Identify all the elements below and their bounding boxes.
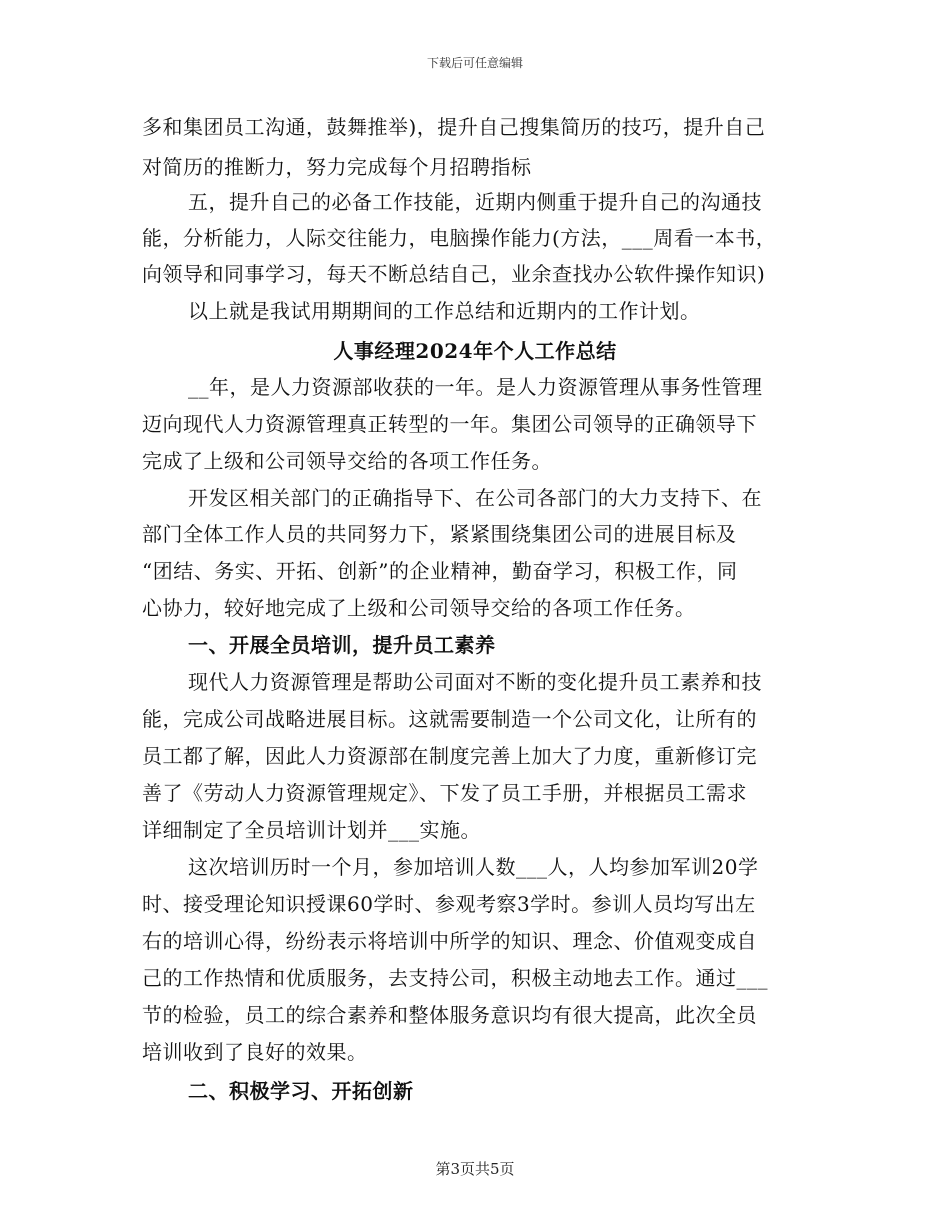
body-line: 向领导和同事学习，每天不断总结自己，业余查找办公软件操作知识) (142, 262, 766, 286)
body-line: 对简历的推断力，努力完成每个月招聘指标 (142, 155, 532, 179)
body-line: 五，提升自己的必备工作技能，近期内侧重于提升自己的沟通技 (188, 190, 762, 214)
body-line: 开发区相关部门的正确指导下、在公司各部门的大力支持下、在 (188, 486, 762, 510)
subsection-heading: 二、积极学习、开拓创新 (188, 1079, 414, 1103)
body-line: 详细制定了全员培训计划并___实施。 (142, 818, 481, 842)
body-line: 善了《劳动人力资源管理规定》、下发了员工手册，并根据员工需求 (142, 781, 747, 805)
body-line: 能，分析能力，人际交往能力，电脑操作能力(方法，___周看一本书， (142, 226, 777, 250)
body-line: 迈向现代人力资源管理真正转型的一年。集团公司领导的正确领导下 (142, 412, 757, 436)
body-line: 部门全体工作人员的共同努力下，紧紧围绕集团公司的进展目标及 (142, 522, 737, 546)
body-line: 员工都了解，因此人力资源部在制度完善上加大了力度，重新修订完 (142, 744, 757, 768)
header-note: 下载后可任意编辑 (426, 56, 523, 70)
page-number: 第3页共5页 (435, 1160, 515, 1178)
body-line: 培训收到了良好的效果。 (142, 1040, 368, 1064)
body-line: __年，是人力资源部收获的一年。是人力资源管理从事务性管理 (188, 375, 763, 399)
body-line: 现代人力资源管理是帮助公司面对不断的变化提升员工素养和技 (188, 670, 762, 694)
body-line: 时、接受理论知识授课60学时、参观考察3学时。参训人员均写出左 (142, 892, 756, 916)
body-line: 己的工作热情和优质服务，去支持公司，积极主动地去工作。通过___ (142, 966, 768, 990)
body-line: 右的培训心得，纷纷表示将培训中所学的知识、理念、价值观变成自 (142, 929, 757, 953)
body-line: “团结、务实、开拓、创新”的企业精神，勤奋学习，积极工作，同 (142, 559, 738, 583)
body-line: 节的检验，员工的综合素养和整体服务意识均有很大提高，此次全员 (142, 1003, 757, 1027)
body-line: 以上就是我试用期期间的工作总结和近期内的工作计划。 (188, 299, 701, 323)
body-line: 多和集团员工沟通，鼓舞推举)，提升自己搜集简历的技巧，提升自己 (142, 115, 766, 139)
section-title: 人事经理2024年个人工作总结 (333, 339, 617, 363)
subsection-heading: 一、开展全员培训，提升员工素养 (188, 633, 496, 657)
body-line: 完成了上级和公司领导交给的各项工作任务。 (142, 449, 552, 473)
body-line: 心协力，较好地完成了上级和公司领导交给的各项工作任务。 (142, 596, 696, 620)
body-line: 能，完成公司战略进展目标。这就需要制造一个公司文化，让所有的 (142, 707, 757, 731)
body-line: 这次培训历时一个月，参加培训人数___人，人均参加军训20学 (188, 855, 759, 879)
